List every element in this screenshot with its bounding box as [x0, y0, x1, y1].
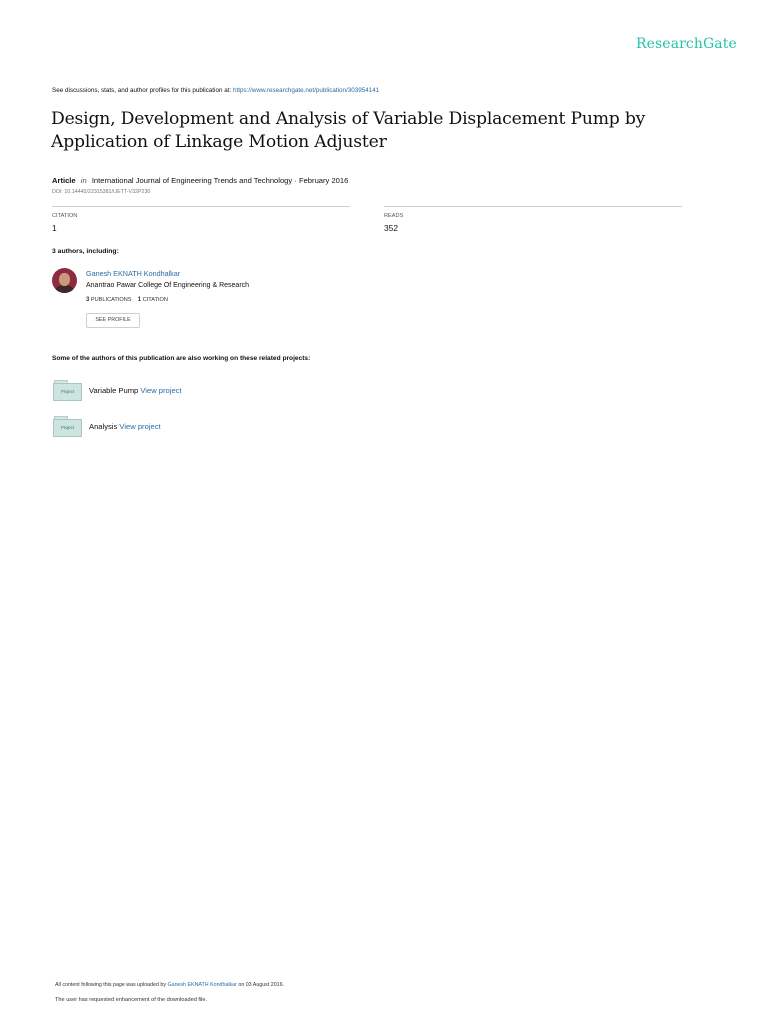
- project-icon-label: Project: [60, 425, 75, 430]
- citation-count: 1: [52, 223, 57, 233]
- avatar-body: [56, 285, 73, 293]
- reads-label: READS: [384, 213, 404, 219]
- researchgate-logo[interactable]: ResearchGate: [636, 36, 737, 52]
- author-name-link[interactable]: Ganesh EKNATH Kondhalkar: [86, 269, 181, 278]
- author-citations-label: CITATION: [142, 297, 168, 303]
- publication-title: Design, Development and Analysis of Variable Displacement Pump by Application of Linkage Motion Adjuster: [51, 109, 646, 152]
- upload-notice: [55, 982, 284, 988]
- author-stats: [86, 297, 168, 303]
- project-item: [89, 422, 161, 431]
- publication-url-link[interactable]: https://www.researchgate.net/publication/303954141: [232, 87, 380, 94]
- divider-right: [384, 206, 682, 207]
- doi-text: DOI: 10.14445/22315381/IJETT-V32P230: [52, 189, 151, 195]
- author-publications-count: 3: [86, 297, 90, 303]
- upload-suffix: on 03 August 2016.: [238, 982, 285, 988]
- author-institution: Anantrao Pawar College Of Engineering & Research: [86, 282, 250, 289]
- uploader-link[interactable]: Ganesh EKNATH Kondhalkar: [167, 982, 237, 988]
- author-avatar[interactable]: [52, 268, 77, 293]
- enhancement-request-notice: The user has requested enhancement of the downloaded file.: [55, 997, 208, 1003]
- author-publications-label: PUBLICATIONS: [90, 297, 132, 303]
- view-project-link[interactable]: View project: [119, 422, 161, 431]
- related-projects-heading: Some of the authors of this publication are also working on these related projects:: [52, 355, 311, 362]
- avatar-face: [59, 273, 70, 286]
- view-project-link[interactable]: View project: [140, 386, 182, 395]
- authors-heading: 3 authors, including:: [52, 248, 119, 255]
- author-citations-count: 1: [137, 297, 142, 303]
- divider-left: [52, 206, 350, 207]
- see-profile-button[interactable]: SEE PROFILE: [86, 313, 140, 328]
- see-discussions-line: [52, 87, 379, 94]
- publication-venue: International Journal of Engineering Trends and Technology · February 2016: [91, 176, 349, 185]
- citation-label: CITATION: [52, 213, 78, 219]
- in-label: in: [80, 176, 87, 185]
- publication-type: Article: [52, 176, 76, 185]
- see-discussions-text: See discussions, stats, and author profiles for this publication at:: [52, 87, 232, 94]
- reads-count: 352: [384, 223, 398, 233]
- project-name: Analysis: [89, 422, 118, 431]
- upload-prefix: All content following this page was uploaded by: [55, 982, 167, 988]
- project-folder-icon[interactable]: [53, 416, 83, 438]
- project-name: Variable Pump: [89, 386, 139, 395]
- project-item: [89, 386, 182, 395]
- project-icon-label: Project: [60, 389, 75, 394]
- project-folder-icon[interactable]: [53, 380, 83, 402]
- article-venue-line: [52, 176, 348, 185]
